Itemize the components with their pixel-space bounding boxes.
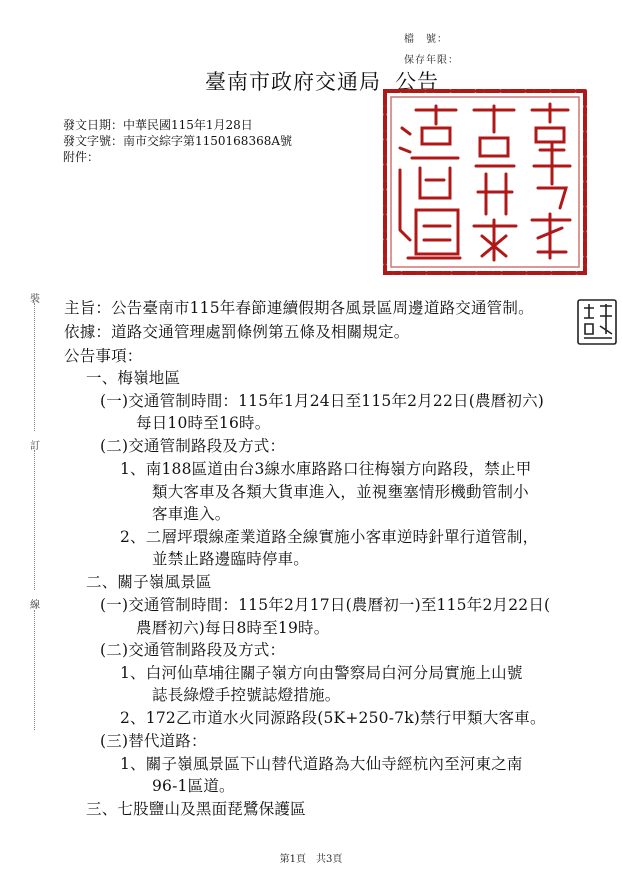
control-time-label: (一)交通管制時間：115年2月17日(農曆初一)至115年2月22日( [100,596,551,614]
route-item-continuation: 並禁止路邊臨時停車。 [152,550,310,568]
alternative-road-label: (三)替代道路： [100,732,207,750]
section-heading: 一、梅嶺地區 [86,369,181,387]
official-seal-stamp [382,88,588,276]
control-time-continuation: 農曆初六)每日8時至19時。 [136,619,330,637]
route-item-continuation: 客車進入。 [152,505,231,523]
document-number: 發文字號：南市交綜字第1150168368A號 [63,134,293,148]
control-time-continuation: 每日10時至16時。 [136,414,271,432]
route-item: 1、白河仙草埔往關子嶺方向由警察局白河分局實施上山號 [120,664,523,682]
binding-dotted-line [34,303,35,431]
retention-period-label: 保存年限： [404,55,459,66]
route-item: 2、二層坪環線產業道路全線實施小客車逆時針單行道管制， [120,528,539,546]
items-heading: 公告事項： [64,347,143,365]
document-type: 公告 [395,70,439,94]
alternative-road-continuation: 96-1區道。 [152,777,235,795]
binding-dotted-line [34,450,35,590]
binding-mark-line: 線 [30,600,40,611]
binding-mark-staple: 訂 [30,441,40,452]
file-number-label: 檔 號： [404,34,448,45]
approval-stamp [576,298,618,346]
section-heading: 二、關子嶺風景區 [86,573,212,591]
control-time-label: (一)交通管制時間：115年1月24日至115年2月22日(農曆初六) [100,392,545,410]
route-item: 1、南188區道由台3線水庫路路口往梅嶺方向路段，禁止甲 [120,460,532,478]
page-footer: 第1頁 共3頁 [279,854,343,865]
issue-date: 發文日期：中華民國115年1月28日 [63,118,253,132]
basis-line: 依據：道路交通管理處罰條例第五條及相關規定。 [64,323,410,341]
section-heading: 三、七股鹽山及黑面琵鷺保護區 [86,800,306,818]
binding-mark-bind: 裝 [30,294,40,305]
route-item-continuation: 類大客車及各類大貨車進入，並視壅塞情形機動管制小 [152,483,529,501]
attachment-label: 附件： [63,150,100,164]
agency-name: 臺南市政府交通局 [205,70,381,94]
route-label: (二)交通管制路段及方式： [100,437,286,455]
route-item-continuation: 誌長綠燈手控號誌燈措施。 [152,686,341,704]
route-label: (二)交通管制路段及方式： [100,641,286,659]
route-item: 2、172乙市道水火同源路段(5K+250-7k)禁行甲類大客車。 [120,709,546,727]
alternative-road-item: 1、關子嶺風景區下山替代道路為大仙寺經杭內至河東之南 [120,755,523,773]
subject-line: 主旨：公告臺南市115年春節連續假期各風景區周邊道路交通管制。 [64,299,534,317]
binding-dotted-line [34,610,35,730]
